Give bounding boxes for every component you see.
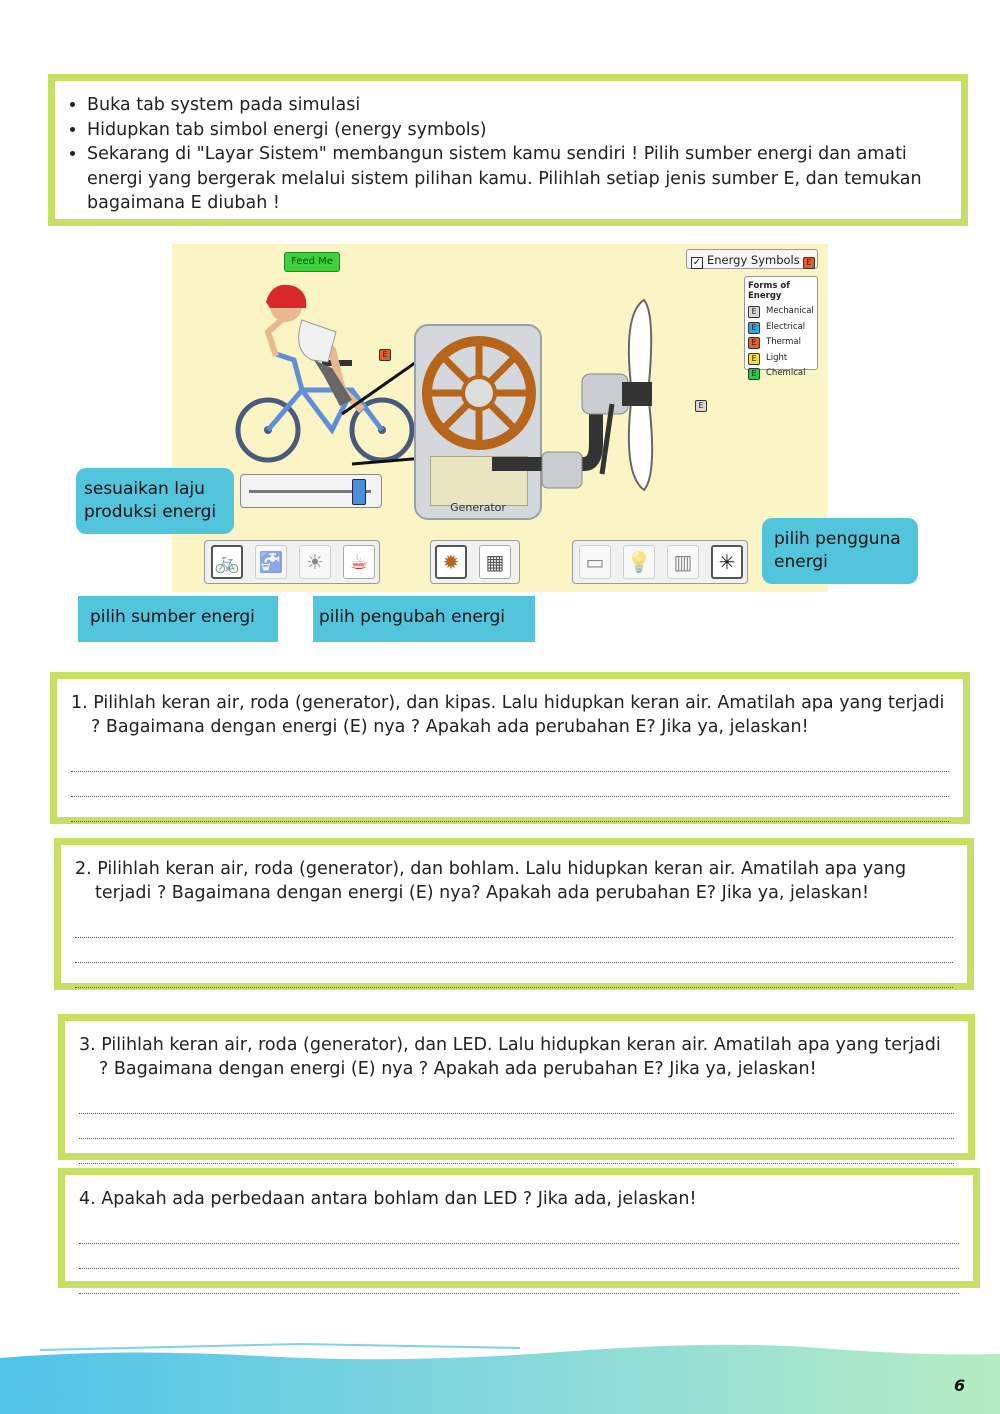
answer-line[interactable] [71,797,949,822]
legend-item-electrical: E Electrical [748,320,814,336]
answer-line[interactable] [79,1269,959,1294]
legend-item-light: E Light [748,351,814,367]
instruction-item: • Sekarang di "Layar Sistem" membangun sistem kamu sendiri ! Pilih sumber energi dan amati energi yang bergerak melalui sistem pilihan kamu. Pilihlah setiap jenis sumber E, dan temukan bagaimana E diubah ! [87,142,941,216]
solar-panel-converter-button[interactable] [479,545,511,579]
generator-label: Generator [450,501,506,514]
sun-icon: ☀ [306,550,324,574]
question-text: 2. Pilihlah keran air, roda (generator), dan bohlam. Lalu hidupkan keran air. Amatilah apa yang terjadi ? Bagaimana dengan energi (E) nya? Apakah ada perubahan E? Jika ya, jelaskan! [75,859,907,903]
answer-line[interactable] [79,1089,954,1114]
question-text: 4. Apakah ada perbedaan antara bohlam dan LED ? Jika ada, jelaskan! [79,1189,697,1209]
teapot-source-button[interactable] [343,545,375,579]
generator-converter-button[interactable] [435,545,467,579]
energy-symbols-toggle[interactable] [686,249,818,269]
callout-choose-source: pilih sumber energi [78,596,278,642]
answer-line[interactable] [71,772,949,797]
legend-item-thermal: E Thermal [748,335,814,351]
answer-lines[interactable] [79,1219,959,1294]
answer-line[interactable] [71,747,949,772]
checkbox-checked-icon[interactable]: ✓ [692,257,702,268]
fan-and-wire [472,294,692,554]
mechanical-e-icon: E [748,306,760,318]
chemical-e-icon: E [748,368,760,380]
instruction-item: • Hidupkan tab simbol energi (energy symbols) [87,118,941,143]
legend-title: Forms of Energy [748,281,790,301]
bicycle-source-button[interactable] [211,545,243,579]
energy-source-panel [204,540,380,584]
answer-line[interactable] [75,963,953,988]
footer-brush-wave [0,1340,1000,1414]
faucet-source-button[interactable] [255,545,287,579]
bicycle-icon: 🚲 [214,550,240,574]
energy-symbols-label: Energy Symbols [707,253,800,267]
thermal-e-icon: E [748,337,760,349]
forms-of-energy-legend [744,276,818,378]
answer-line[interactable] [75,913,953,938]
answer-lines[interactable] [71,747,949,822]
answer-line[interactable] [75,938,953,963]
wheel-icon: ✹ [442,550,460,574]
energy-simulation [172,244,828,592]
answer-line[interactable] [79,1114,954,1139]
energy-user-panel [572,540,748,584]
instructions-box [48,74,968,226]
question-box-3 [58,1014,975,1160]
answer-lines[interactable] [79,1089,954,1164]
answer-line[interactable] [79,1139,954,1164]
instruction-item: • Buka tab system pada simulasi [87,93,941,118]
question-box-4 [58,1168,980,1288]
heater-icon: ▭ [585,550,605,574]
callout-choose-user: pilih pengguna energi [762,518,918,584]
callout-adjust-rate: sesuaikan laju produksi energi [76,468,234,534]
fan-icon: ✳ [718,550,736,574]
legend-item-mechanical: E Mechanical [748,304,814,320]
energy-e-icon: E [803,257,815,269]
energy-rate-slider[interactable] [240,474,382,508]
electrical-e-icon: E [748,322,760,334]
answer-lines[interactable] [75,913,953,988]
callout-choose-converter: pilih pengubah energi [313,596,535,642]
instruction-list [67,93,941,216]
answer-line[interactable] [79,1219,959,1244]
mechanical-energy-e-icon: E [695,400,707,412]
question-box-1 [50,672,970,824]
water-heater-user-button[interactable] [579,545,611,579]
thermal-energy-e-icon: E [379,349,391,361]
energy-converter-panel [430,540,520,584]
slider-thumb[interactable] [352,479,366,505]
teapot-icon: ☕ [350,550,368,574]
bulb-user-button[interactable] [623,545,655,579]
faucet-icon: 🚰 [258,550,284,574]
answer-line[interactable] [79,1244,959,1269]
light-e-icon: E [748,353,760,365]
bulb-icon: 💡 [626,550,652,574]
led-icon: ▥ [673,550,693,574]
feed-me-button[interactable]: Feed Me [284,252,340,272]
led-user-button[interactable] [667,545,699,579]
fan-user-button[interactable] [711,545,743,579]
question-box-2 [54,838,974,990]
question-text: 1. Pilihlah keran air, roda (generator), dan kipas. Lalu hidupkan keran air. Amatilah apa yang terjadi ? Bagaimana dengan energi (E) nya ? Apakah ada perubahan E? Jika ya, jelaskan! [71,693,945,737]
solar-panel-icon: ▦ [485,550,505,574]
page-number: 6 [954,1376,966,1395]
question-text: 3. Pilihlah keran air, roda (generator), dan LED. Lalu hidupkan keran air. Amatilah apa yang terjadi ? Bagaimana dengan energi (E) nya ? Apakah ada perubahan E? Jika ya, jelaskan! [79,1035,941,1079]
sun-source-button[interactable] [299,545,331,579]
legend-item-chemical: E Chemical [748,366,814,382]
